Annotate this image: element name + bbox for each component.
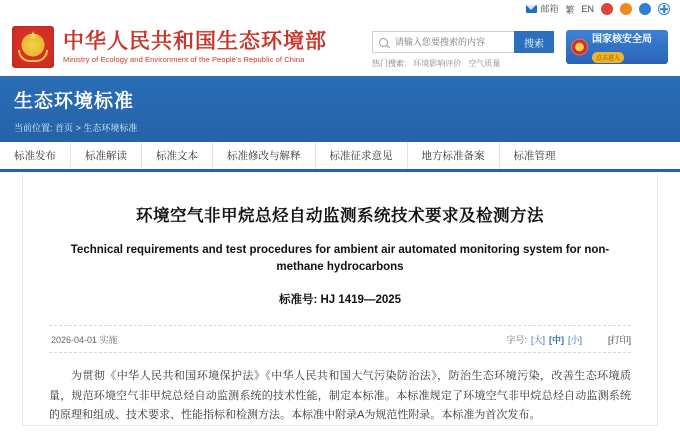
document-tools	[506, 333, 631, 346]
document-standard-no: 标准号: HJ 1419—2025	[278, 294, 402, 307]
weibo-icon[interactable]	[601, 3, 613, 15]
font-size-label: 字号:	[506, 334, 527, 345]
banner-emblem-icon	[571, 39, 588, 56]
breadcrumb-item-home[interactable]: 首页	[55, 123, 74, 133]
document-title-en: Technical requirements and test procedures for ambient air automated monitoring system for non-methane hydrocarbons	[70, 244, 610, 273]
nav-item-standard-consultation[interactable]: 标准征求意见	[316, 142, 408, 169]
nav-item-standard-management[interactable]: 标准管理	[513, 150, 556, 162]
nav-item-standard-text[interactable]: 标准文本	[142, 142, 213, 169]
traditional-chinese-toggle[interactable]: 繁	[565, 4, 575, 15]
search-icon	[379, 38, 388, 47]
wechat-icon[interactable]	[620, 3, 632, 15]
font-size-medium[interactable]: [中]	[548, 334, 564, 345]
english-toggle[interactable]: EN	[581, 4, 594, 14]
hot-search-item-0[interactable]: 环境影响评价	[413, 59, 462, 68]
nav-item-standard-amendment[interactable]: 标准修改与解释	[213, 142, 316, 169]
mail-icon	[526, 5, 537, 13]
section-nav	[0, 142, 680, 172]
document-paragraph: 为贯彻《中华人民共和国环境保护法》《中华人民共和国大气污染防治法》，防治生态环境污染，改善生态环境质量，规范环境空气非甲烷总烃自动监测系统的技术性能，制定本标准。本标准规定了环境空气非甲烷总烃自动监测系统的原理和组成、技术要求、性能指标和检测方法。本标准中附录A为规范性附录。本标准为首次发布。	[49, 370, 631, 421]
document-card	[22, 172, 658, 426]
nav-item-local-standard-filing[interactable]: 地方标准备案	[408, 142, 500, 169]
effective-date: 2026-04-01 实施	[51, 334, 118, 345]
org-name-en: Ministry of Ecology and Environment of the People's Republic of China	[63, 55, 305, 65]
app-icon[interactable]	[639, 3, 651, 15]
accessibility-icon[interactable]	[658, 3, 670, 15]
header-right	[372, 25, 668, 69]
search-area	[372, 25, 554, 69]
banner-subtitle: 点击进入	[592, 52, 624, 63]
section-band	[0, 76, 680, 142]
national-emblem-icon	[12, 26, 54, 68]
section-title: 生态环境标准	[14, 91, 135, 112]
search-row	[372, 31, 554, 53]
font-size-large[interactable]: [大]	[530, 334, 545, 345]
nav-item-standard-release[interactable]: 标准发布	[0, 142, 71, 169]
print-button[interactable]: [打印]	[607, 334, 631, 345]
hot-search-item-1[interactable]: 空气质量	[468, 59, 501, 68]
nav-item-standard-interpretation[interactable]: 标准解读	[71, 142, 142, 169]
document-body	[49, 367, 631, 425]
mail-label: 邮箱	[540, 3, 559, 14]
search-box[interactable]	[372, 31, 514, 53]
document-title: 环境空气非甲烷总烃自动监测系统技术要求及检测方法	[136, 207, 544, 225]
breadcrumb-item-current: 生态环境标准	[83, 123, 138, 133]
breadcrumb-sep: >	[75, 123, 81, 133]
font-size-small[interactable]: [小]	[567, 334, 582, 345]
hot-search	[372, 58, 554, 69]
document-meta	[49, 325, 631, 353]
mail-link[interactable]	[526, 5, 558, 14]
search-button[interactable]: 搜索	[514, 31, 554, 53]
org-name: 中华人民共和国生态环境部	[63, 28, 327, 53]
top-utility-bar	[0, 0, 680, 18]
nuclear-safety-banner[interactable]	[566, 30, 668, 64]
breadcrumb-label: 当前位置:	[14, 123, 53, 133]
hot-search-label: 热门搜索:	[372, 59, 407, 68]
breadcrumb	[14, 121, 666, 134]
site-header	[0, 18, 680, 76]
banner-title: 国家核安全局	[592, 34, 652, 45]
site-branding	[63, 30, 327, 64]
search-input[interactable]	[393, 36, 503, 48]
